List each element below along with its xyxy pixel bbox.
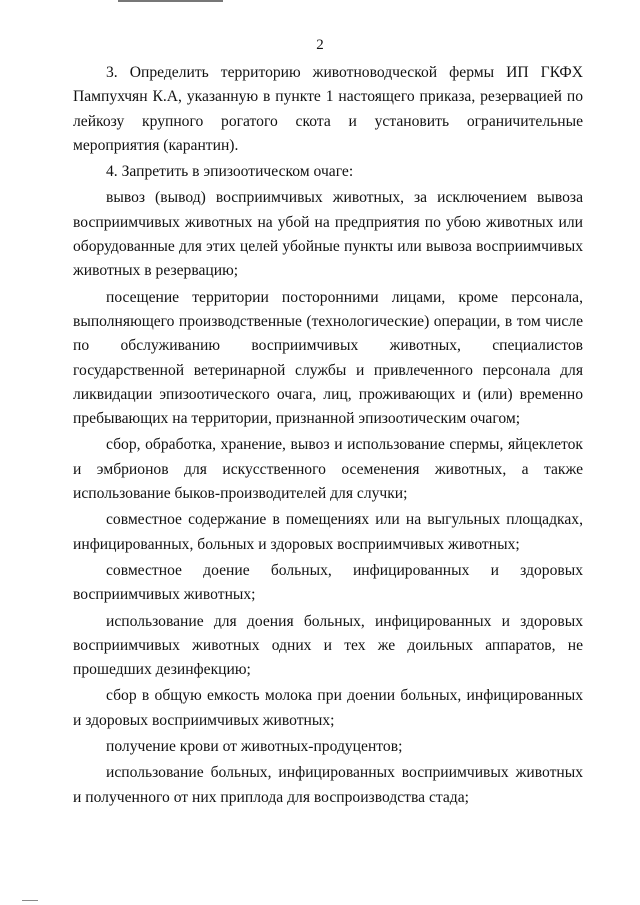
page-number: 2 (316, 37, 324, 53)
prohibition-visits: посещение территории посторонними лицами, кроме персонала, выполняющего производственные (технологические) операции, в том числе по обслуживанию восприимчивых животных, специалистов государственной ветеринарной службы и привлеченного персонала для ликвидации эпизоотического очага, лиц, проживающих и (или) временно пребывающих на территории, признанной эпизоотическим очагом; (73, 288, 583, 428)
prohibition-breeding-material: сбор, обработка, хранение, вывоз и использование спермы, яйцеклеток и эмбрионов для искусственного осеменения животных, а также использование быков-производителей для случки; (73, 436, 583, 503)
paragraph-item-3: 3. Определить территорию животноводческой фермы ИП ГКФХ Пампухчян К.А, указанную в пункте 1 настоящего приказа, резервацией по лейкозу крупного рогатого скота и установить ограничительные мероприятия (карантин). (73, 64, 583, 154)
prohibition-common-milk-container: сбор в общую емкость молока при доении больных, инфицированных и здоровых восприимчивых животных; (73, 687, 583, 729)
prohibition-joint-keeping: совместное содержание в помещениях или на выгульных площадках, инфицированных, больных и здоровых восприимчивых животных; (73, 511, 583, 553)
document-body (73, 61, 583, 812)
bottom-scan-mark (22, 900, 38, 901)
top-scan-line (118, 0, 223, 2)
prohibition-shared-milking-equipment: использование для доения больных, инфицированных и здоровых восприимчивых животных одних и тех же доильных аппаратов, не прошедших дезинфекцию; (73, 612, 583, 679)
prohibition-removal: вывоз (вывод) восприимчивых животных, за исключением вывоза восприимчивых животных на убой на предприятия по убою животных или оборудованные для этих целей убойные пункты или вывоза восприимчивых животных в резервацию; (73, 189, 583, 280)
prohibition-joint-milking: совместное доение больных, инфицированных и здоровых восприимчивых животных; (73, 561, 583, 604)
paragraph-item-4: 4. Запретить в эпизоотическом очаге: (106, 163, 354, 181)
prohibition-blood-collection: получение крови от животных-продуцентов; (106, 738, 403, 756)
prohibition-reproduction-use: использование больных, инфицированных восприимчивых животных и полученного от них приплода для воспроизводства стада; (73, 764, 583, 806)
